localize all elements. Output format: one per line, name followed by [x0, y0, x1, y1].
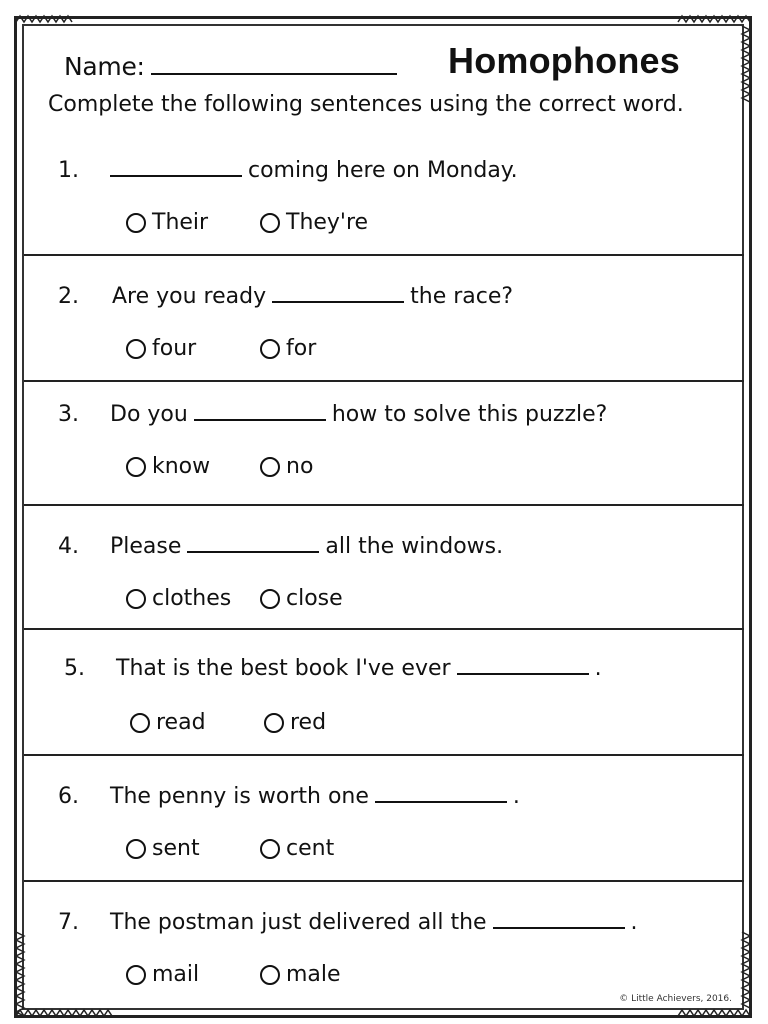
option-7b[interactable]: [260, 962, 341, 987]
sentence-before: Please: [110, 534, 182, 559]
option-label: Their: [152, 210, 209, 235]
question-sentence: [112, 284, 513, 309]
option-label: for: [286, 336, 317, 361]
question-2: [24, 256, 744, 382]
option-2b[interactable]: [260, 336, 316, 361]
corner-scribble-icon: [740, 24, 752, 104]
question-sentence: [110, 402, 607, 427]
question-number: 1.: [58, 158, 79, 183]
option-2a[interactable]: [126, 336, 196, 361]
answer-blank[interactable]: [187, 550, 319, 553]
option-label: mail: [152, 962, 200, 987]
radio-circle-icon[interactable]: [260, 339, 280, 359]
option-6a[interactable]: [126, 836, 200, 861]
answer-blank[interactable]: [457, 672, 589, 675]
question-number: 3.: [58, 402, 79, 427]
question-6: [24, 756, 744, 882]
sentence-after: coming here on Monday.: [248, 158, 518, 183]
question-sentence: [110, 784, 520, 809]
name-input-line[interactable]: [151, 72, 397, 75]
question-sentence: [116, 656, 602, 681]
option-label: know: [152, 454, 211, 479]
copyright-notice: © Little Achievers, 2016.: [619, 994, 732, 1004]
sentence-after: .: [512, 784, 520, 809]
option-1b[interactable]: [260, 210, 368, 235]
corner-scribble-icon: [14, 1008, 114, 1020]
radio-circle-icon[interactable]: [126, 965, 146, 985]
option-7a[interactable]: [126, 962, 199, 987]
page-title: Homophones: [448, 40, 680, 81]
option-5a[interactable]: [130, 710, 206, 735]
radio-circle-icon[interactable]: [260, 589, 280, 609]
radio-circle-icon[interactable]: [126, 213, 146, 233]
sentence-before: That is the best book I've ever: [116, 656, 451, 681]
answer-blank[interactable]: [375, 800, 507, 803]
radio-circle-icon[interactable]: [260, 965, 280, 985]
option-label: four: [152, 336, 197, 361]
question-5: [24, 630, 744, 756]
option-label: They're: [286, 210, 369, 235]
name-field[interactable]: [64, 52, 397, 81]
option-4a[interactable]: [126, 586, 231, 611]
option-label: red: [290, 710, 327, 735]
question-sentence: [110, 158, 518, 183]
option-label: close: [286, 586, 343, 611]
question-number: 5.: [64, 656, 85, 681]
sentence-after: how to solve this puzzle?: [331, 402, 608, 427]
instructions: Complete the following sentences using the correct word.: [48, 92, 684, 117]
radio-circle-icon[interactable]: [264, 713, 284, 733]
sentence-after: .: [630, 910, 638, 935]
question-1: [24, 130, 744, 256]
corner-scribble-icon: [14, 14, 74, 26]
radio-circle-icon[interactable]: [126, 589, 146, 609]
question-sentence: [110, 534, 503, 559]
sentence-after: the race?: [410, 284, 514, 309]
answer-blank[interactable]: [272, 300, 404, 303]
sentence-after: all the windows.: [325, 534, 504, 559]
sentence-before: The penny is worth one: [110, 784, 369, 809]
radio-circle-icon[interactable]: [126, 339, 146, 359]
question-sentence: [110, 910, 638, 935]
option-label: male: [286, 962, 341, 987]
answer-blank[interactable]: [194, 418, 326, 421]
name-label: Name:: [64, 52, 145, 81]
option-label: read: [156, 710, 206, 735]
answer-blank[interactable]: [110, 174, 242, 177]
option-1a[interactable]: [126, 210, 208, 235]
sentence-before: Do you: [110, 402, 188, 427]
radio-circle-icon[interactable]: [260, 457, 280, 477]
question-3: [24, 382, 744, 506]
radio-circle-icon[interactable]: [130, 713, 150, 733]
answer-blank[interactable]: [493, 926, 625, 929]
option-label: cent: [286, 836, 335, 861]
radio-circle-icon[interactable]: [126, 839, 146, 859]
radio-circle-icon[interactable]: [260, 839, 280, 859]
option-label: no: [286, 454, 314, 479]
question-7: [24, 882, 744, 1002]
question-number: 7.: [58, 910, 79, 935]
option-label: sent: [152, 836, 200, 861]
option-4b[interactable]: [260, 586, 343, 611]
sentence-after: .: [594, 656, 602, 681]
sentence-before: The postman just delivered all the: [110, 910, 487, 935]
option-6b[interactable]: [260, 836, 334, 861]
question-number: 2.: [58, 284, 79, 309]
question-number: 6.: [58, 784, 79, 809]
question-number: 4.: [58, 534, 79, 559]
radio-circle-icon[interactable]: [126, 457, 146, 477]
question-4: [24, 506, 744, 630]
radio-circle-icon[interactable]: [260, 213, 280, 233]
option-5b[interactable]: [264, 710, 326, 735]
option-3b[interactable]: [260, 454, 313, 479]
sentence-before: Are you ready: [112, 284, 267, 309]
option-label: clothes: [152, 586, 232, 611]
option-3a[interactable]: [126, 454, 210, 479]
